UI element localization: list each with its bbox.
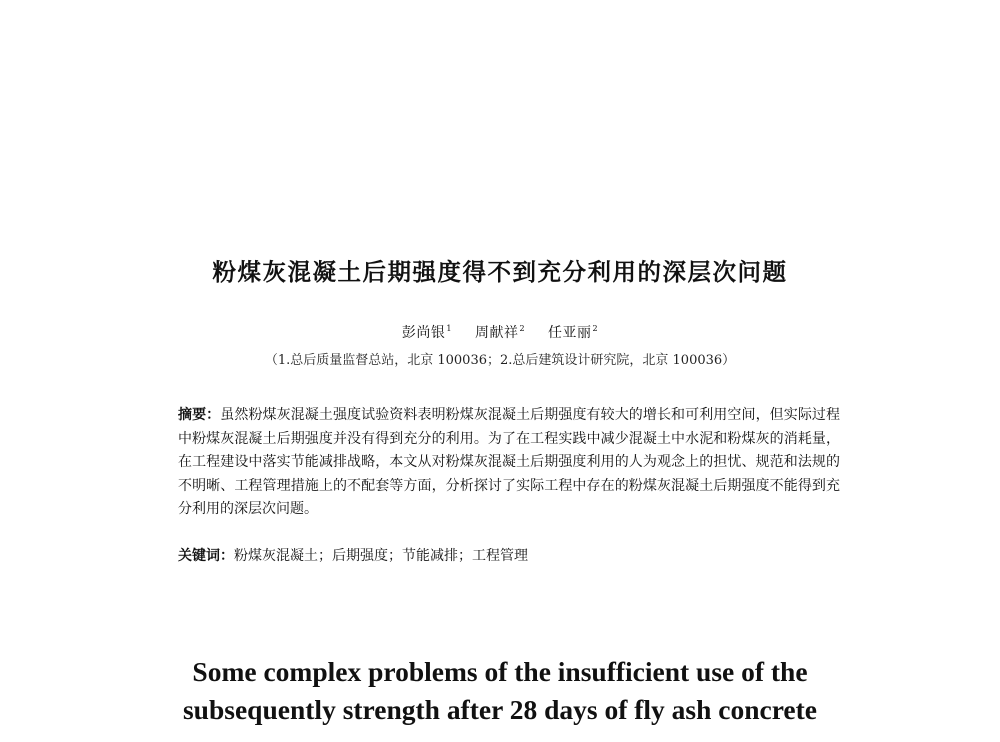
author-list [0, 322, 1000, 342]
author-1-name: 彭尚银 [401, 325, 446, 341]
author-3-affil-mark: 2 [592, 324, 599, 333]
author-3-name: 任亚丽 [548, 325, 592, 341]
author-1 [402, 325, 452, 341]
abstract-label: 摘要： [178, 407, 221, 423]
keywords-label: 关键词： [178, 548, 234, 564]
paper-title-english-line-1: Some complex problems of the insufficient use of the [192, 656, 808, 687]
keywords-text: 粉煤灰混凝土；后期强度；节能减排；工程管理 [234, 548, 528, 564]
abstract-text: 虽然粉煤灰混凝土强度试验资料表明粉煤灰混凝土后期强度有较大的增长和可利用空间，但实际过程中粉煤灰混凝土后期强度并没有得到充分的利用。为了在工程实践中减少混凝土中水泥和粉煤灰的消耗量，在工程建设中落实节能减排战略，本文从对粉煤灰混凝土后期强度利用的人为观念上的担忧、规范和法规的不明晰、工程管理措施上的不配套等方面，分析探讨了实际工程中存在的粉煤灰混凝土后期强度不能得到充分利用的深层次问题。 [178, 407, 841, 518]
paper-title-english-line-2: subsequently strength after 28 days of fly ash concrete [182, 694, 818, 725]
author-2-affil-mark: 2 [519, 324, 526, 333]
author-1-affil-mark: 1 [446, 324, 452, 333]
author-3 [548, 325, 598, 341]
abstract [178, 404, 840, 522]
paper-title-english [0, 653, 1000, 729]
author-2-name: 周献祥 [474, 325, 519, 341]
paper-title-chinese: 粉煤灰混凝土后期强度得不到充分利用的深层次问题 [212, 258, 788, 286]
author-2 [475, 325, 525, 341]
keywords [178, 545, 840, 568]
affiliation: （1.总后质量监督总站，北京 100036；2.总后建筑设计研究院，北京 100036） [264, 353, 736, 368]
